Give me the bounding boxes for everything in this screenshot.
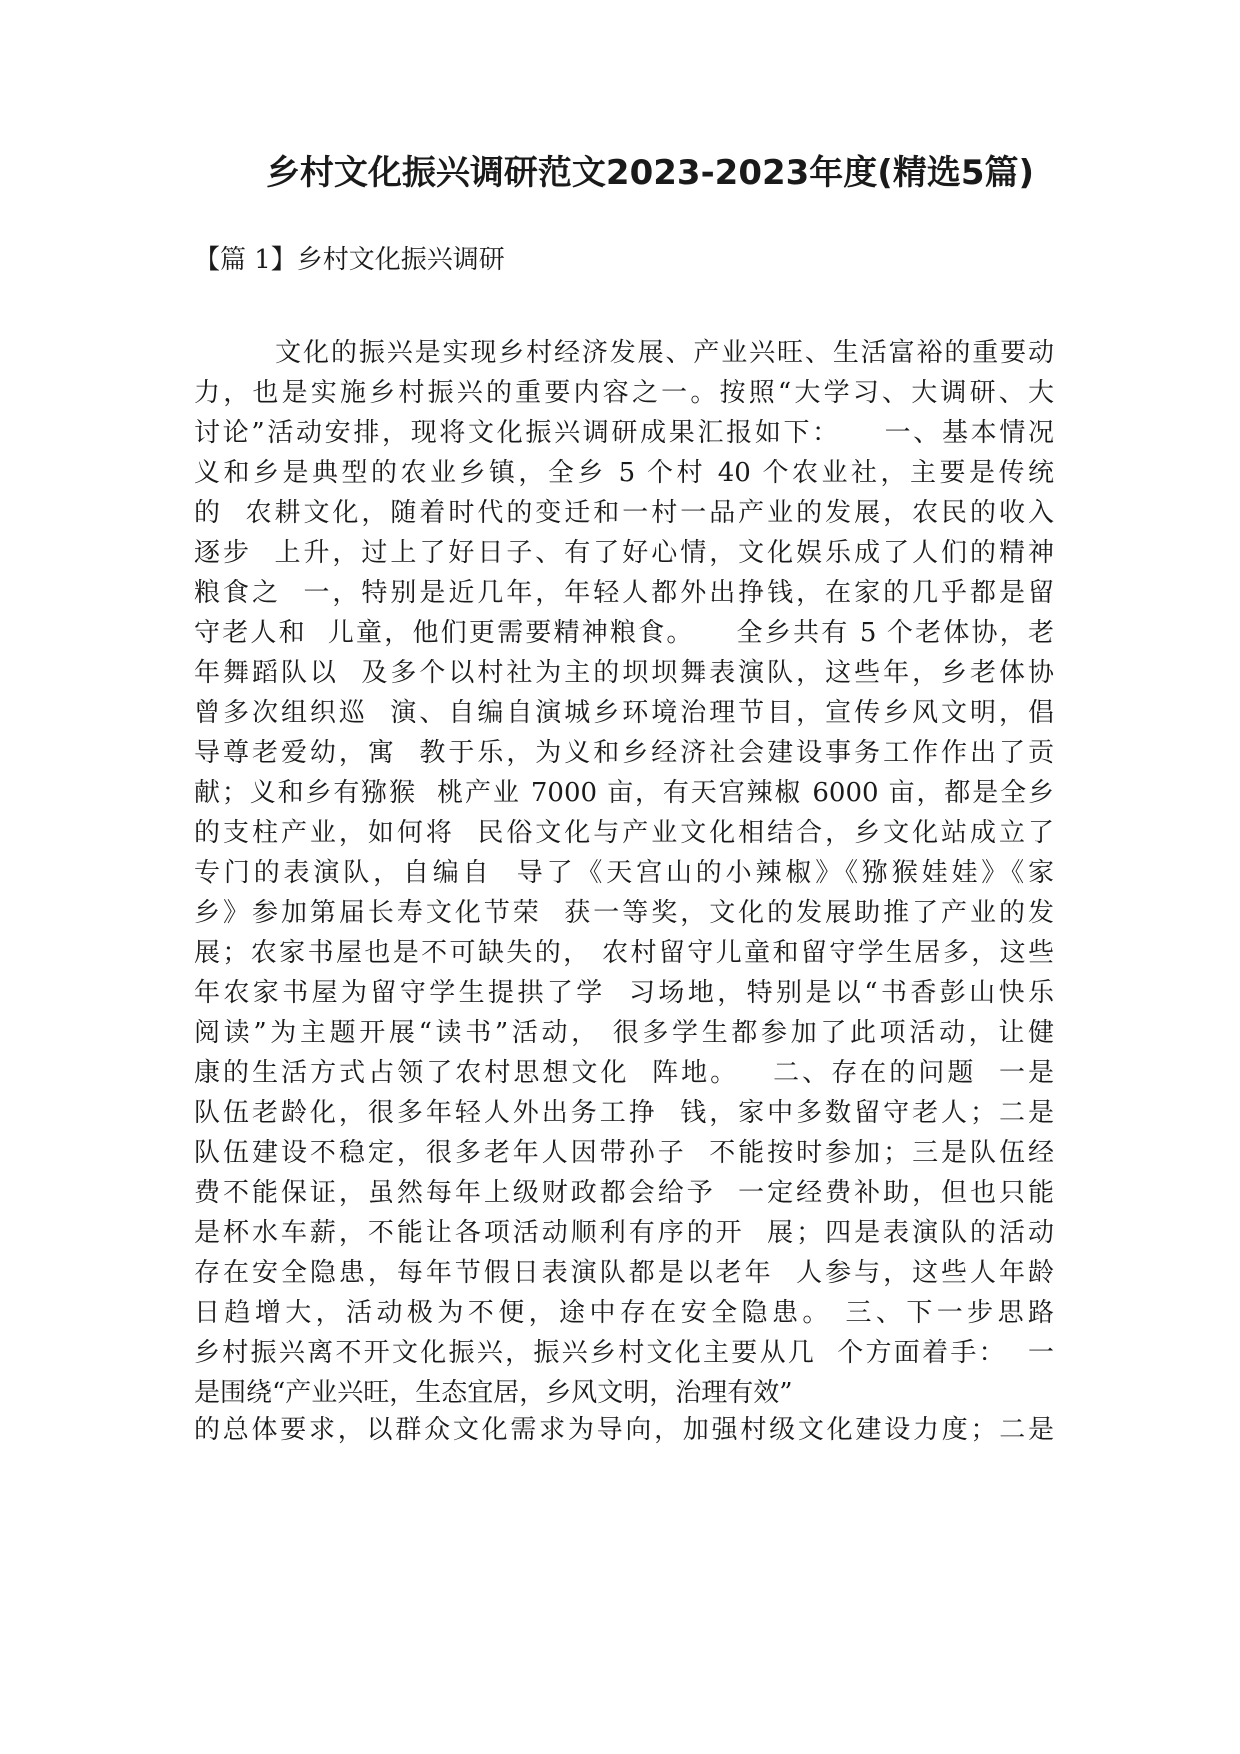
text-line: 义和乡是典型的农业乡镇，全乡 5 个村 40 个农业社，主要是传统 (194, 458, 1054, 488)
text-line: 展；农家书屋也是不可缺失的， 农村留守儿童和留守学生居多，这些 (194, 938, 1054, 968)
text-line: 守老人和 儿童，他们更需要精神粮食。 全乡共有 5 个老体协，老 (194, 618, 1054, 648)
text-line: 队伍建设不稳定，很多老年人因带孙子 不能按时参加；三是队伍经 (194, 1138, 1054, 1168)
text-line: 队伍老龄化，很多年轻人外出务工挣 钱，家中多数留守老人；二是 (194, 1098, 1054, 1128)
text-line: 献；义和乡有猕猴 桃产业 7000 亩，有天宫辣椒 6000 亩，都是全乡 (194, 778, 1054, 808)
text-line: 专门的表演队，自编自 导了《天宫山的小辣椒》《猕猴娃娃》《家 (194, 858, 1054, 888)
text-line: 康的生活方式占领了农村思想文化 阵地。 二、存在的问题 一是 (194, 1058, 1054, 1088)
body-text (194, 333, 1054, 1450)
text-line: 是杯水车薪，不能让各项活动顺利有序的开 展；四是表演队的活动 (194, 1218, 1054, 1248)
text-line: 年农家书屋为留守学生提拱了学 习场地，特别是以“书香彭山快乐 (194, 978, 1054, 1008)
text-line: 的 农耕文化，随着时代的变迁和一村一品产业的发展，农民的收入 (194, 498, 1054, 528)
text-line: 曾多次组织巡 演、自编自演城乡环境治理节目，宣传乡风文明，倡 (194, 698, 1054, 728)
text-line: 逐步 上升，过上了好日子、有了好心情，文化娱乐成了人们的精神 (194, 538, 1054, 568)
document-title: 乡村文化振兴调研范文2023-2023年度(精选5篇) (265, 153, 1035, 193)
text-line: 的支柱产业，如何将 民俗文化与产业文化相结合，乡文化站成立了 (194, 818, 1054, 848)
text-line: 是围绕“产业兴旺，生态宜居，乡风文明，治理有效” (194, 1378, 793, 1408)
text-line: 费不能保证，虽然每年上级财政都会给予 一定经费补助，但也只能 (194, 1178, 1054, 1208)
text-line: 存在安全隐患，每年节假日表演队都是以老年 人参与，这些人年龄 (194, 1258, 1054, 1288)
text-line: 乡》参加第届长寿文化节荣 获一等奖，文化的发展助推了产业的发 (194, 898, 1054, 928)
text-line: 讨论”活动安排，现将文化振兴调研成果汇报如下： 一、基本情况 (194, 418, 1054, 448)
text-line: 日趋增大，活动极为不便，途中存在安全隐患。 三、下一步思路 (194, 1298, 1054, 1328)
text-line: 年舞蹈队以 及多个以村社为主的坝坝舞表演队，这些年，乡老体协 (194, 658, 1054, 688)
text-line: 粮食之 一，特别是近几年，年轻人都外出挣钱，在家的几乎都是留 (194, 578, 1054, 608)
text-line: 的总体要求，以群众文化需求为导向，加强村级文化建设力度；二是 (194, 1415, 1054, 1445)
text-line: 乡村振兴离不开文化振兴，振兴乡村文化主要从几 个方面着手： 一 (194, 1338, 1054, 1368)
text-line: 文化的振兴是实现乡村经济发展、产业兴旺、生活富裕的重要动 (194, 338, 1054, 368)
section-heading: 【篇 1】乡村文化振兴调研 (194, 245, 505, 275)
text-line: 力，也是实施乡村振兴的重要内容之一。按照“大学习、大调研、大 (194, 378, 1054, 408)
text-line: 阅读”为主题开展“读书”活动， 很多学生都参加了此项活动，让健 (194, 1018, 1054, 1048)
text-line: 导尊老爱幼，寓 教于乐，为义和乡经济社会建设事务工作作出了贡 (194, 738, 1054, 768)
